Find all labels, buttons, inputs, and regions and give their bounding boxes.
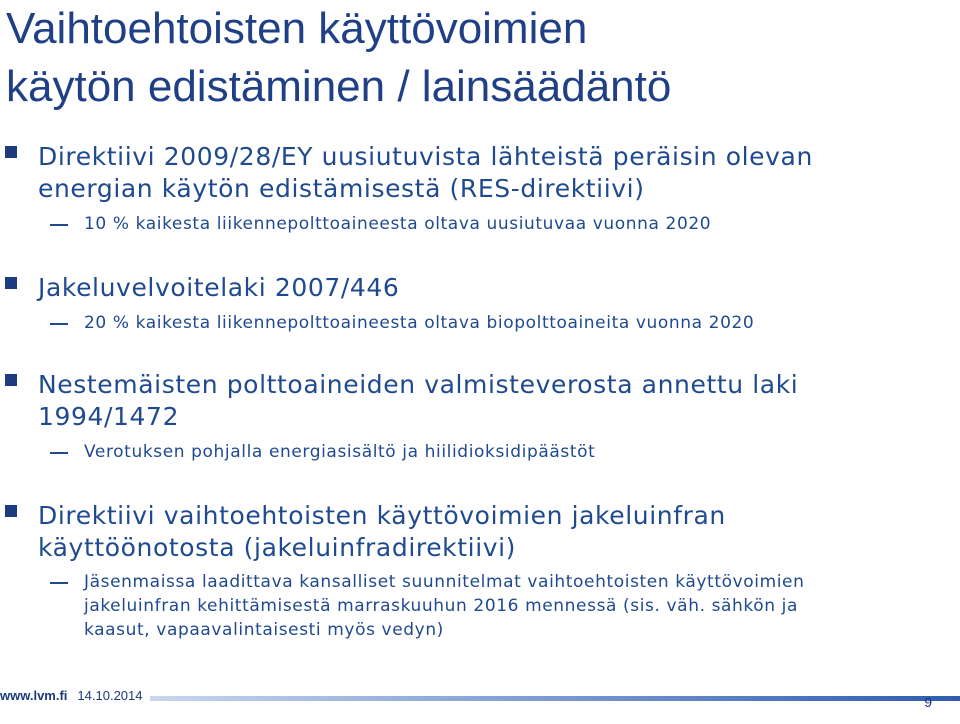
sub-bullet-text: kaasut, vapaavalintaisesti myös vedyn)	[84, 620, 444, 640]
sub-bullet-item	[84, 311, 884, 335]
slide-title-line-2: käytön edistäminen / lainsäädäntö	[6, 62, 672, 111]
bullet-item-text: energian käytön edistämisestä (RES-direktiivi)	[38, 174, 645, 203]
bullet-item-excise-law	[38, 369, 918, 433]
bullet-item-text: Nestemäisten polttoaineiden valmisteverosta annettu laki	[38, 370, 799, 399]
sub-bullet-item	[84, 440, 884, 464]
footer-url[interactable]: www.lvm.fi	[0, 688, 68, 703]
sub-bullet-text: 20 % kaikesta liikennepolttoaineesta oltava biopolttoaineita vuonna 2020	[84, 313, 755, 333]
square-bullet-icon	[5, 505, 17, 517]
dash-bullet-icon	[50, 323, 68, 325]
footer-divider	[150, 696, 960, 701]
bullet-item-text: Direktiivi vaihtoehtoisten käyttövoimien jakeluinfran	[38, 501, 726, 530]
bullet-item-text: Jakeluvelvoitelaki 2007/446	[38, 273, 400, 302]
square-bullet-icon	[5, 146, 17, 158]
slide-title	[6, 0, 946, 116]
square-bullet-icon	[5, 277, 17, 289]
sub-bullet-text: Jäsenmaissa laadittava kansalliset suunnitelmat vaihtoehtoisten käyttövoimien	[84, 572, 805, 592]
sub-bullet-text: jakeluinfran kehittämisestä marraskuuhun 2016 mennessä (sis. väh. sähkön ja	[84, 596, 798, 616]
sub-bullet-item	[84, 212, 884, 236]
bullet-item-text: Direktiivi 2009/28/EY uusiutuvista lähteistä peräisin olevan	[38, 142, 813, 171]
square-bullet-icon	[5, 374, 17, 386]
dash-bullet-icon	[50, 582, 68, 584]
dash-bullet-icon	[50, 224, 68, 226]
sub-bullet-item	[84, 570, 884, 642]
slide-title-line-1: Vaihtoehtoisten käyttövoimien	[6, 4, 588, 53]
bullet-item-text: 1994/1472	[38, 402, 180, 431]
bullet-item-distribution-law	[38, 272, 918, 304]
bullet-item-text: käyttöönotosta (jakeluinfradirektiivi)	[38, 533, 517, 562]
footer-date: 14.10.2014	[77, 688, 143, 703]
dash-bullet-icon	[50, 452, 68, 454]
sub-bullet-text: 10 % kaikesta liikennepolttoaineesta oltava uusiutuvaa vuonna 2020	[84, 214, 712, 234]
page-number: 9	[924, 694, 932, 710]
bullet-item-infra-directive	[38, 500, 918, 564]
sub-bullet-text: Verotuksen pohjalla energiasisältö ja hiilidioksidipäästöt	[84, 442, 596, 462]
bullet-item-res-directive	[38, 141, 918, 205]
footer	[0, 688, 143, 703]
